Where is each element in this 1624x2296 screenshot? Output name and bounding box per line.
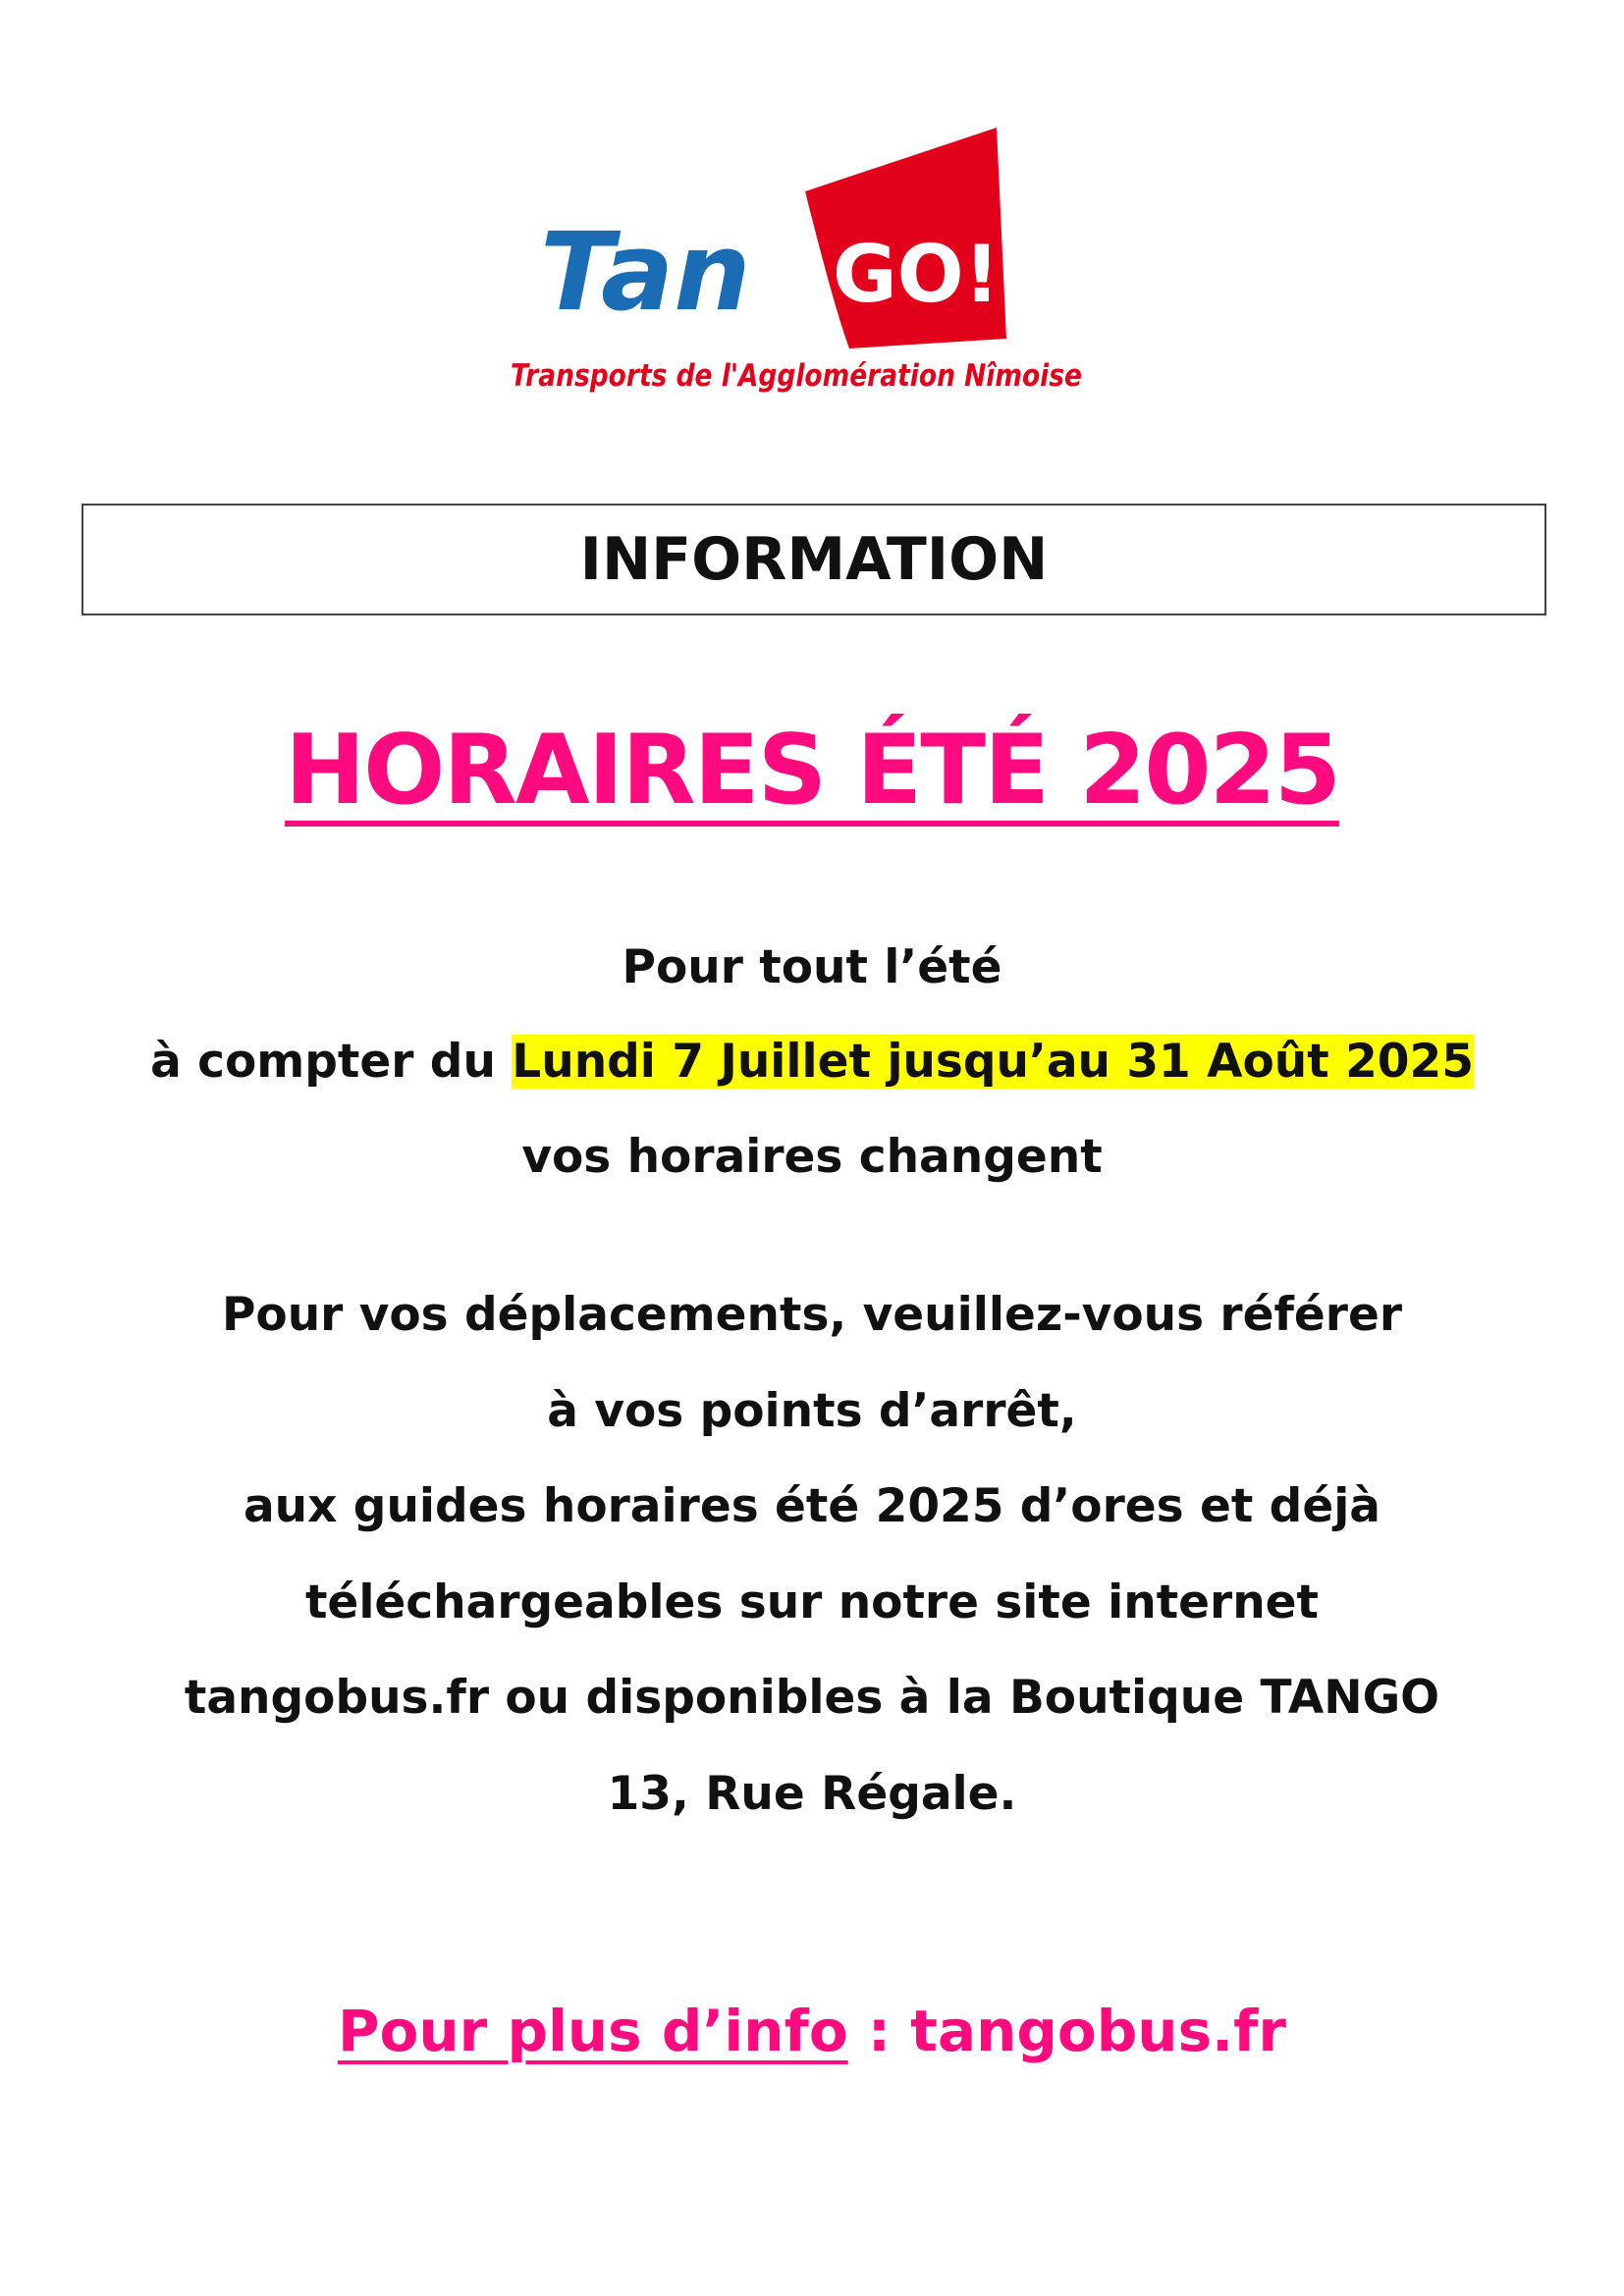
logo-wordmark-go: GO! bbox=[833, 229, 1001, 320]
intro-line-1: Pour tout l’été bbox=[622, 940, 1002, 994]
body-line-4: téléchargeables sur notre site internet bbox=[304, 1575, 1320, 1629]
tango-logo bbox=[511, 123, 1100, 417]
body-line-3: aux guides horaires été 2025 d’ores et déjà bbox=[243, 1479, 1381, 1533]
footer-more-info bbox=[0, 1998, 1624, 2064]
logo-tagline: Transports de l'Agglomération Nîmoise bbox=[511, 358, 1082, 394]
information-label: INFORMATION bbox=[579, 525, 1049, 594]
body-line-2: à vos points d’arrêt, bbox=[547, 1384, 1077, 1438]
more-info-url: : tangobus.fr bbox=[847, 1998, 1286, 2064]
page-title: HORAIRES ÉTÉ 2025 bbox=[285, 715, 1339, 827]
information-box bbox=[81, 504, 1546, 615]
intro-line-2-prefix: à compter du bbox=[150, 1035, 513, 1089]
body-line-1: Pour vos déplacements, veuillez-vous référer bbox=[221, 1288, 1403, 1342]
body-line-5: tangobus.fr ou disponibles à la Boutique TANGO bbox=[184, 1671, 1440, 1725]
intro-line-2 bbox=[0, 1035, 1624, 1089]
logo-wordmark-tan: Tan bbox=[540, 209, 751, 335]
more-info-link[interactable]: Pour plus d’info bbox=[338, 1998, 848, 2064]
intro-line-3: vos horaires changent bbox=[521, 1130, 1103, 1184]
date-range-highlight: Lundi 7 Juillet jusqu’au 31 Août 2025 bbox=[512, 1035, 1474, 1089]
page-title-container bbox=[0, 715, 1624, 827]
body-line-6: 13, Rue Régale. bbox=[607, 1767, 1017, 1821]
